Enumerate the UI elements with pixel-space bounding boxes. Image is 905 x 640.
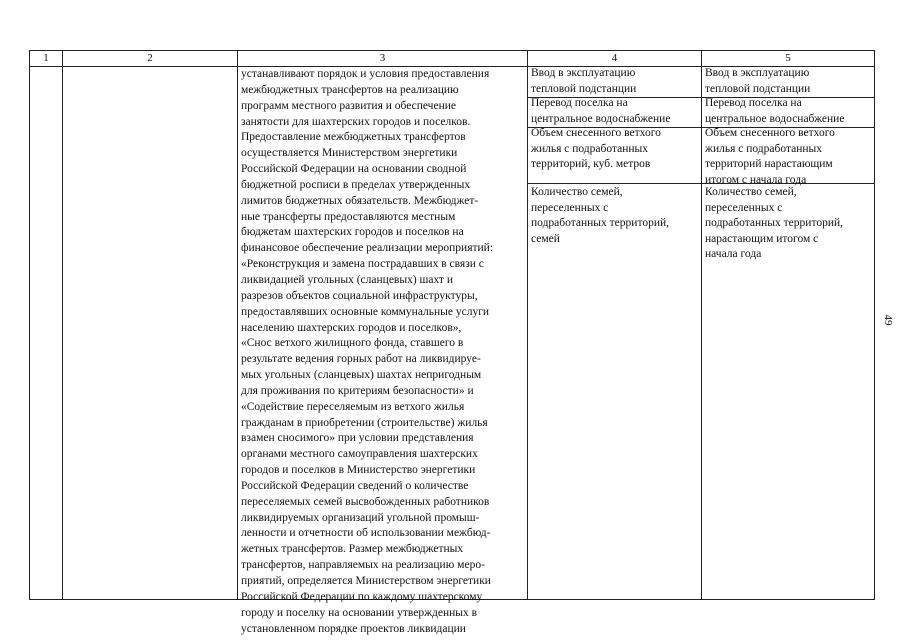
table-right-border: [874, 50, 875, 600]
cell-line: нарастающим итогом с: [705, 232, 819, 245]
cell-line: Ввод в эксплуатацию: [705, 67, 810, 79]
cell-line: Перевод поселка на: [705, 97, 802, 109]
page-number: 49: [882, 314, 894, 326]
cell-line: итогом с начала года: [705, 173, 807, 186]
col4-cell-substation: [531, 66, 636, 97]
cell-line: переселенных с: [531, 201, 609, 214]
text-line: ликвидацией угольных (сланцевых) шахт и: [241, 273, 454, 286]
column-header-5: 5: [785, 52, 791, 64]
col-5-left-border: [701, 50, 702, 600]
col-2-left-border: [62, 50, 63, 600]
text-line: Российской Федерации сведений о количестве: [241, 479, 469, 492]
column-header-3: 3: [379, 52, 386, 64]
text-line: ликвидируемых организаций угольной промыш-: [241, 511, 480, 524]
col5-cell-demolished-housing: [705, 126, 835, 188]
text-line: осуществляется Министерством энергетики: [241, 147, 458, 160]
column-3-text: [241, 67, 526, 637]
text-line: трансфертов, направляемых на реализацию меро-: [241, 559, 485, 572]
text-line: лимитов бюджетных обязательств. Межбюджет-: [241, 194, 479, 207]
cell-line: переселенных с: [705, 201, 783, 214]
cell-line: жилья с подработанных: [531, 142, 649, 155]
text-line: приятий, определяется Министерством энергетики: [241, 575, 491, 587]
cell-line: территорий нарастающим: [705, 158, 833, 170]
text-line: межбюджетных трансфертов на реализацию: [241, 83, 459, 96]
cell-line: тепловой подстанции: [705, 82, 811, 95]
cell-line: территорий, куб. метров: [531, 158, 651, 170]
cell-line: начала года: [705, 248, 762, 260]
column-header-4: 4: [611, 52, 618, 64]
text-line: результате ведения горных работ на ликвидируе-: [241, 353, 481, 366]
cell-line: Объем снесенного ветхого: [531, 127, 661, 139]
text-line: мых угольных (сланцевых) шахтах непригодным: [241, 369, 482, 382]
cell-line: Количество семей,: [705, 186, 797, 198]
text-line: предоставлявших основные коммунальные услуги: [241, 305, 490, 318]
col-1-left-border: [29, 50, 30, 600]
col4-cell-demolished-housing: [531, 126, 661, 173]
text-line: Российской Федерации по каждому шахтерскому: [241, 590, 483, 603]
cell-line: тепловой подстанции: [531, 82, 637, 95]
text-line: «Реконструкция и замена пострадавших в связи с: [241, 258, 484, 271]
col-3-left-border: [237, 50, 238, 600]
col4-cell-resettled-families: [531, 185, 669, 247]
text-line: «Снос ветхого жилищного фонда, ставшего в: [241, 337, 464, 350]
column-header-2: 2: [147, 52, 153, 64]
text-line: для проживания по критериям безопасности» и: [241, 384, 474, 397]
cell-line: Объем снесенного ветхого: [705, 127, 835, 139]
text-line: «Содействие переселяемым из ветхого жилья: [241, 400, 465, 413]
cell-line: подработанных территорий,: [705, 217, 843, 229]
column-header-1: 1: [43, 52, 49, 64]
text-line: Предоставление межбюджетных трансфертов: [241, 131, 466, 144]
text-line: жетных трансфертов. Размер межбюджетных: [241, 543, 464, 556]
text-line: устанавливают порядок и условия предоставления: [241, 68, 490, 80]
text-line: бюджетной росписи в пределах утвержденных: [241, 178, 471, 191]
text-line: ные трансферты предоставляются местным: [241, 210, 456, 223]
cell-line: Ввод в эксплуатацию: [531, 67, 636, 79]
cell-line: центральное водоснабжение: [531, 112, 671, 125]
text-line: органами местного самоуправления шахтерских: [241, 448, 478, 461]
text-line: установленном порядке проектов ликвидации: [241, 622, 466, 635]
text-line: финансовое обеспечение реализации мероприятий:: [241, 242, 494, 255]
text-line: ленности и отчетности об использовании межбюд-: [241, 527, 491, 540]
col-4-left-border: [527, 50, 528, 600]
text-line: бюджетам шахтерских городов и поселков на: [241, 226, 464, 239]
cell-line: жилья с подработанных: [705, 142, 823, 155]
text-line: гражданам в приобретении (строительстве) жилья: [241, 416, 488, 429]
col5-cell-resettled-families: [705, 185, 843, 263]
col4-divider: [527, 183, 701, 184]
text-line: Российской Федерации на основании сводной: [241, 163, 467, 176]
text-line: городов и поселков в Министерство энергетики: [241, 464, 476, 477]
text-line: взамен сносимого» при условии представления: [241, 432, 474, 445]
col4-cell-water-supply: [531, 96, 670, 127]
text-line: переселяемых семей высвобожденных работников: [241, 495, 490, 508]
col5-cell-substation: [705, 66, 810, 97]
text-line: городу и поселку на основании утвержденных в: [241, 606, 478, 619]
cell-line: Перевод поселка на: [531, 97, 628, 109]
cell-line: Количество семей,: [531, 186, 623, 198]
cell-line: центральное водоснабжение: [705, 112, 845, 125]
cell-line: семей: [531, 232, 560, 245]
cell-line: подработанных территорий,: [531, 217, 669, 229]
text-line: разрезов объектов социальной инфраструктуры,: [241, 289, 478, 302]
text-line: программ местного развития и обеспечение: [241, 99, 456, 112]
text-line: занятости для шахтерских городов и поселков.: [241, 115, 471, 128]
text-line: населению шахтерских городов и поселков»,: [241, 321, 462, 334]
col5-cell-water-supply: [705, 96, 844, 127]
